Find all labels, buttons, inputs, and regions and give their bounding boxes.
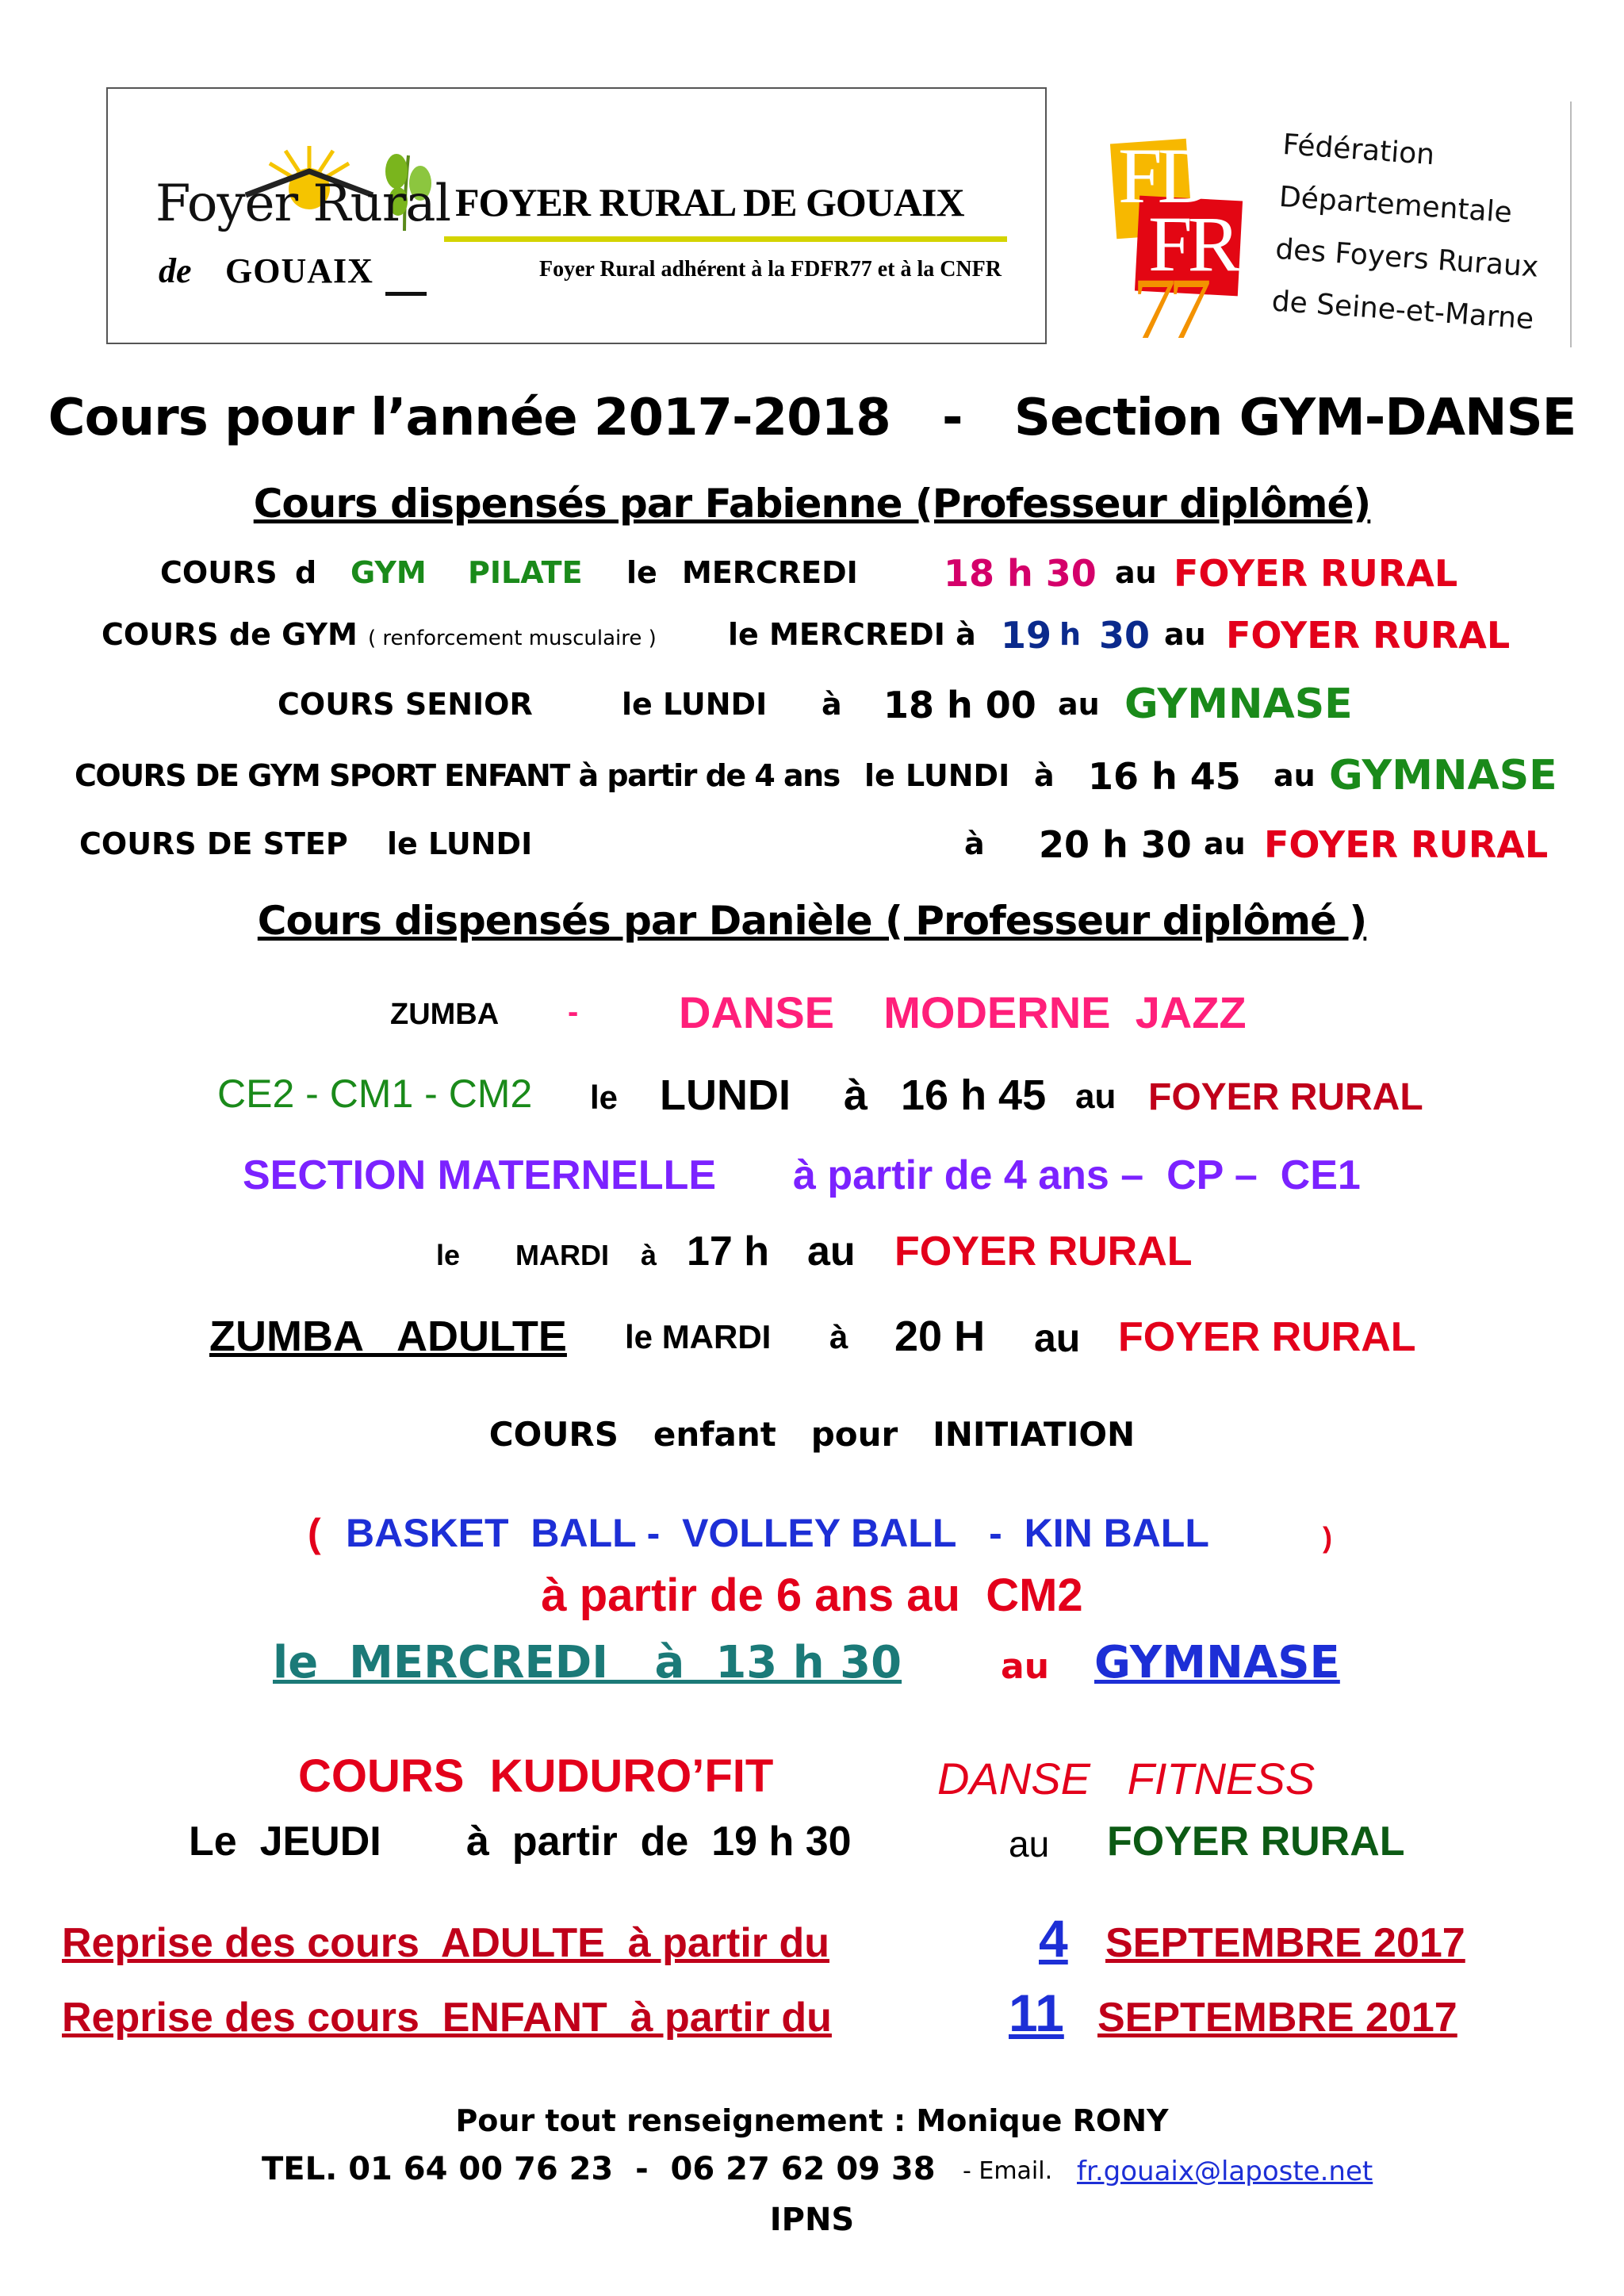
reprise-enfant-text: Reprise des cours ENFANT à partir du xyxy=(62,1995,832,2041)
logo-underline xyxy=(385,292,427,296)
f2-cours-gym: COURS de GYM xyxy=(102,617,358,652)
f5-lundi: le LUNDI xyxy=(387,826,533,861)
fabienne-heading-row xyxy=(0,481,1624,527)
fdfr-letters-fd: FD xyxy=(1118,132,1210,220)
f1-mercredi: MERCREDI xyxy=(682,555,858,590)
kuduro-label: COURS KUDURO’FIT xyxy=(298,1750,774,1802)
f2-h: h xyxy=(1059,617,1082,652)
maternelle-ages: à partir de 4 ans – CP – CE1 xyxy=(793,1152,1361,1198)
initiation-line: COURS enfant pour INITIATION xyxy=(488,1415,1136,1454)
initiation-day-time: le MERCREDI à 13 h 30 xyxy=(273,1637,902,1688)
f5-au: au xyxy=(1204,826,1246,861)
ce-au: au xyxy=(1075,1077,1116,1116)
adulte-time: 20 H xyxy=(894,1313,986,1360)
f2-30: 30 xyxy=(1099,614,1151,657)
federation-text xyxy=(1270,119,1548,347)
ce-lundi: LUNDI xyxy=(660,1071,791,1119)
footer-ipns: IPNS xyxy=(769,2202,855,2238)
logo-gouaix-text: GOUAIX xyxy=(225,251,373,290)
f2-19: 19 xyxy=(1001,614,1052,657)
reprise-adulte-day: 4 xyxy=(1039,1909,1068,1968)
logo-de-text: de xyxy=(159,251,192,290)
reprise-enfant-day: 11 xyxy=(1009,1984,1064,2042)
section-maternelle: SECTION MATERNELLE xyxy=(243,1152,717,1198)
ce-time: 16 h 45 xyxy=(901,1071,1047,1119)
fdfr-letters-77: 77 xyxy=(1132,260,1204,357)
initiation-au: au xyxy=(1001,1646,1050,1687)
sports-list: BASKET BALL - VOLLEY BALL - KIN BALL xyxy=(346,1511,1209,1555)
fabienne-heading: Cours dispensés par Fabienne (Professeur diplômé) xyxy=(253,481,1371,527)
logo-subtitle: Foyer Rural adhérent à la FDFR77 et à la CNFR xyxy=(539,257,1002,282)
adulte-mardi: le MARDI xyxy=(625,1318,772,1355)
footer-info: Pour tout renseignement : Monique RONY xyxy=(455,2103,1169,2138)
f5-step: COURS DE STEP xyxy=(79,826,348,861)
sports-close-paren: ) xyxy=(1323,1521,1332,1554)
federation-line-2: Départementale xyxy=(1277,180,1514,230)
f4-enfant: COURS DE GYM SPORT ENFANT à partir de 4 ans xyxy=(75,758,840,793)
f5-place: FOYER RURAL xyxy=(1264,823,1549,866)
f1-time: 18 h 30 xyxy=(944,552,1097,595)
f4-place: GYMNASE xyxy=(1329,752,1557,799)
federation-line-3: des Foyers Ruraux xyxy=(1274,232,1540,284)
f3-senior: COURS SENIOR xyxy=(278,687,533,722)
ce-a: à xyxy=(844,1071,868,1119)
fdfr-letters-fr: FR xyxy=(1148,200,1236,288)
daniele-heading: Cours dispensés par Danièle ( Professeur diplômé ) xyxy=(257,898,1367,944)
zumba-label: ZUMBA xyxy=(390,998,500,1031)
footer-email-link[interactable]: fr.gouaix@laposte.net xyxy=(1077,2156,1373,2187)
mardi-le: le xyxy=(436,1239,461,1271)
daniele-heading-row xyxy=(0,898,1624,944)
logo-script-text: Foyer Rural xyxy=(155,174,451,233)
initiation-place: GYMNASE xyxy=(1094,1637,1340,1688)
main-title-left: Cours pour l’année 2017-2018 xyxy=(48,389,891,447)
federation-divider xyxy=(1570,102,1572,347)
danse-moderne-jazz: DANSE MODERNE JAZZ xyxy=(679,987,1247,1037)
f2-mercredi: le MERCREDI à xyxy=(728,617,976,652)
zumba-adulte: ZUMBA ADULTE xyxy=(209,1313,567,1360)
kuduro-au: au xyxy=(1009,1823,1050,1865)
f1-place: FOYER RURAL xyxy=(1174,552,1458,595)
main-title-right: Section GYM-DANSE xyxy=(1013,389,1576,447)
zumba-dash: - xyxy=(568,995,579,1029)
danse-fitness: DANSE FITNESS xyxy=(937,1754,1316,1803)
mardi-time: 17 h xyxy=(687,1228,770,1274)
ce-le: le xyxy=(590,1079,619,1116)
f1-gym: GYM xyxy=(350,555,427,590)
federation-line-4: de Seine-et-Marne xyxy=(1270,285,1535,336)
f2-au: au xyxy=(1164,617,1206,652)
adulte-a: à xyxy=(829,1318,848,1355)
initiation-age: à partir de 6 ans au CM2 xyxy=(541,1570,1083,1621)
footer-tel: TEL. 01 64 00 76 23 - 06 27 62 09 38 xyxy=(262,2151,936,2187)
ce-classes: CE2 - CM1 - CM2 xyxy=(217,1071,533,1116)
f3-au: au xyxy=(1058,687,1100,722)
main-title-dash: - xyxy=(942,389,963,447)
kuduro-day: Le JEUDI xyxy=(189,1819,381,1865)
f4-a: à xyxy=(1034,758,1055,793)
kuduro-time: à partir de 19 h 30 xyxy=(466,1819,852,1865)
footer-email-label: - Email. xyxy=(963,2157,1053,2185)
sports-open-paren: ( xyxy=(308,1511,321,1555)
f1-cours: COURS xyxy=(160,555,278,590)
f2-place: FOYER RURAL xyxy=(1226,614,1511,657)
f4-lundi: le LUNDI xyxy=(864,758,1010,793)
mardi-place: FOYER RURAL xyxy=(894,1228,1193,1274)
kuduro-place: FOYER RURAL xyxy=(1107,1819,1405,1865)
f3-lundi: le LUNDI xyxy=(622,687,768,722)
f3-a: à xyxy=(822,687,842,722)
federation-line-1: Fédération xyxy=(1281,128,1436,172)
f1-d: d xyxy=(295,555,317,590)
f4-time: 16 h 45 xyxy=(1088,755,1241,798)
f1-pilate: PILATE xyxy=(468,555,583,590)
fdfr77-logo xyxy=(1113,119,1264,357)
mardi-au: au xyxy=(807,1228,856,1274)
f2-renforcement: ( renforcement musculaire ) xyxy=(368,627,657,650)
logo-title: FOYER RURAL DE GOUAIX xyxy=(455,180,964,224)
f4-au: au xyxy=(1274,758,1316,793)
f1-le: le xyxy=(626,555,657,590)
f3-time: 18 h 00 xyxy=(883,684,1036,726)
ce-place: FOYER RURAL xyxy=(1148,1076,1423,1118)
logo-title-bar xyxy=(444,236,1007,242)
f5-a: à xyxy=(964,826,985,861)
reprise-enfant-month: SEPTEMBRE 2017 xyxy=(1097,1995,1457,2041)
mardi-label: MARDI xyxy=(515,1239,609,1271)
reprise-adulte-text: Reprise des cours ADULTE à partir du xyxy=(62,1920,829,1966)
f1-au: au xyxy=(1115,555,1157,590)
mardi-a: à xyxy=(641,1239,657,1271)
main-title xyxy=(0,389,1624,447)
f5-time: 20 h 30 xyxy=(1039,823,1192,866)
f3-place: GYMNASE xyxy=(1124,680,1353,728)
reprise-adulte-month: SEPTEMBRE 2017 xyxy=(1105,1920,1465,1966)
adulte-place: FOYER RURAL xyxy=(1118,1314,1416,1360)
adulte-au: au xyxy=(1034,1316,1081,1360)
